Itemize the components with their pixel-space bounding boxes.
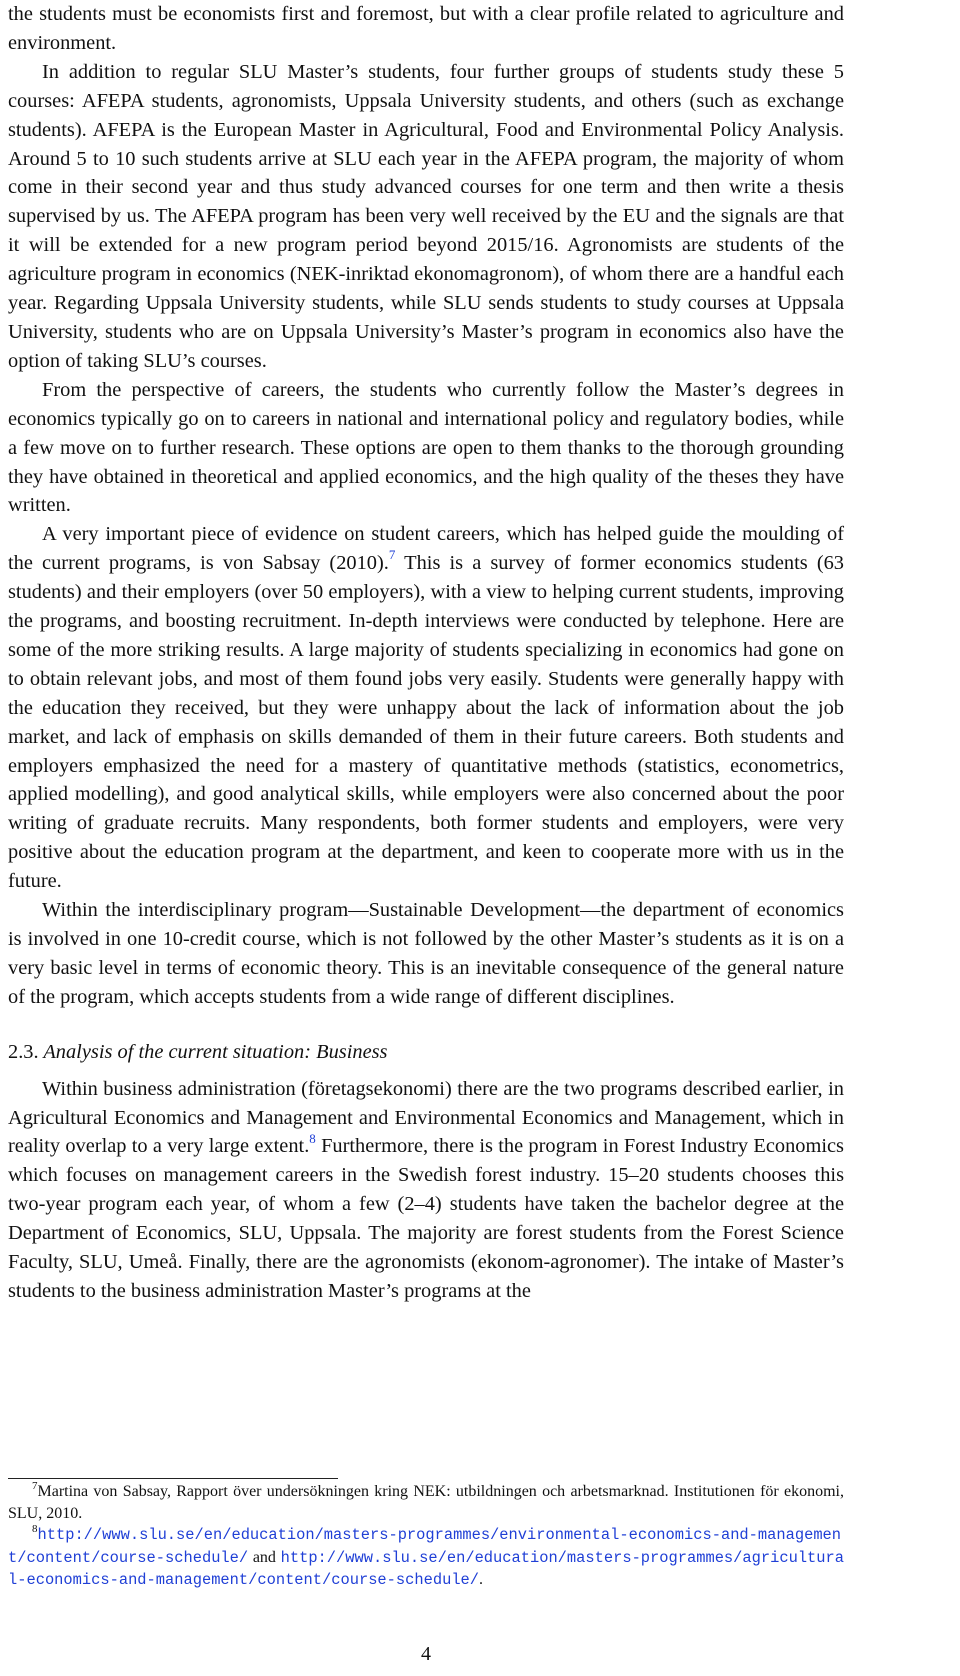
- paragraph-business-text-a: Within business administration (företagsekonomi) there are the two programs described earlier, in Agricultural Economics and Management and Environmental Economics and Management, which in reality overlap to a very large extent.: [8, 1077, 844, 1158]
- footnote-divider: [8, 1478, 338, 1479]
- footnote-8-link-environmental[interactable]: http://www.slu.se/en/education/masters-programmes/environmental-economics-and-management/content/course-schedule/: [8, 1526, 842, 1567]
- paragraph-survey: [8, 520, 844, 896]
- footnotes: [8, 1481, 844, 1592]
- footnote-8-link-agricultural[interactable]: http://www.slu.se/en/education/masters-programmes/agricultural-economics-and-management/content/course-schedule/: [8, 1548, 844, 1589]
- paragraph-interdisciplinary: Within the interdisciplinary program—Sustainable Development—the department of economics is involved in one 10-credit course, which is not followed by the other Master’s students as it is on a very basic level in terms of economic theory. This is an inevitable consequence of the general nature of the program, which accepts students from a wide range of different disciplines.: [8, 899, 844, 1008]
- footnote-8-and: and: [248, 1548, 281, 1566]
- page-number: 4: [421, 1643, 431, 1665]
- footnote-8-end: .: [479, 1571, 484, 1588]
- paragraph-business-text-b: Furthermore, there is the program in Forest Industry Economics which focuses on management careers in the Swedish forest industry. 15–20 students chooses this two-year program each year, of whom a few (2–4) students have taken the bachelor degree at the Department of Economics, SLU, Uppsala. The majority are forest students from the Forest Science Faculty, SLU, Umeå. Finally, there are the agronomists (ekonom-agronomer). The intake of Master’s students to the business administration Master’s programs at the: [8, 1135, 844, 1302]
- paragraph-business: [8, 1075, 844, 1306]
- footnote-7-text: Martina von Sabsay, Rapport över undersökningen kring NEK: utbildningen och arbetsmarknad. Institutionen för ekonomi, SLU, 2010.: [8, 1483, 844, 1522]
- footnote-ref-7[interactable]: 7: [388, 547, 396, 563]
- paragraph-continuation: the students must be economists first and foremost, but with a clear profile related to agriculture and environment.: [8, 3, 844, 54]
- footnote-7: [8, 1481, 844, 1524]
- footnote-ref-8[interactable]: 8: [309, 1130, 316, 1146]
- paragraph-survey-text-a: A very important piece of evidence on student careers, which has helped guide the moulding of the current programs, is von Sabsay (2010).: [8, 523, 844, 575]
- paragraph-student-groups: In addition to regular SLU Master’s students, four further groups of students study these 5 courses: AFEPA students, agronomists, Uppsala University students, and others (such as exchange students). AFEPA is the European Master in Agricultural, Food and Environmental Policy Analysis. Around 5 to 10 such students arrive at SLU each year in the AFEPA program, the majority of whom come in their second year and thus study advanced courses for one term and then write a thesis supervised by us. The AFEPA program has been very well received by the EU and the signals are that it will be extended for a new program period beyond 2015/16. Agronomists are students of the agriculture program in economics (NEK-inriktad ekonomagronom), of whom there are a handful each year. Regarding Uppsala University students, while SLU sends students to study courses at Uppsala University, students who are on Uppsala University’s Master’s program in economics also have the option of taking SLU’s courses.: [8, 60, 844, 372]
- section-heading: [8, 1038, 844, 1067]
- paragraph-survey-text-b: This is a survey of former economics students (63 students) and their employers (over 50 employers), with a view to helping current students, improving the programs, and boosting recruitment. In-depth interviews were conducted by telephone. Here are some of the more striking results. A large majority of students specializing in economics had gone on to obtain relevant jobs, and most of them found jobs very easily. Students were generally happy with the education they received, but they were unhappy about the lack of information about the job market, and lack of emphasis on skills demanded of them in their future careers. Both students and employers emphasized the need for a mastery of quantitative methods (statistics, econometrics, applied modelling), and good analytical skills, while employers were also concerned about the poor writing of graduate recruits. Many respondents, both former students and employers, were very positive about the education program at the department, and keen to cooperate more with us in the future.: [8, 552, 844, 893]
- paragraph-careers: From the perspective of careers, the students who currently follow the Master’s degrees in economics typically go on to careers in national and international policy and regulatory bodies, while a few move on to further research. These options are open to them thanks to the thorough grounding they have obtained in theoretical and applied economics, and the high quality of the theses they have written.: [8, 378, 844, 517]
- section-number: 2.3.: [8, 1040, 39, 1063]
- page-body: [8, 0, 844, 1306]
- footnote-7-mark: 7: [32, 1479, 38, 1492]
- footnote-8: [8, 1524, 844, 1592]
- section-title: Analysis of the current situation: Business: [43, 1040, 388, 1063]
- footnote-8-mark: 8: [32, 1522, 38, 1535]
